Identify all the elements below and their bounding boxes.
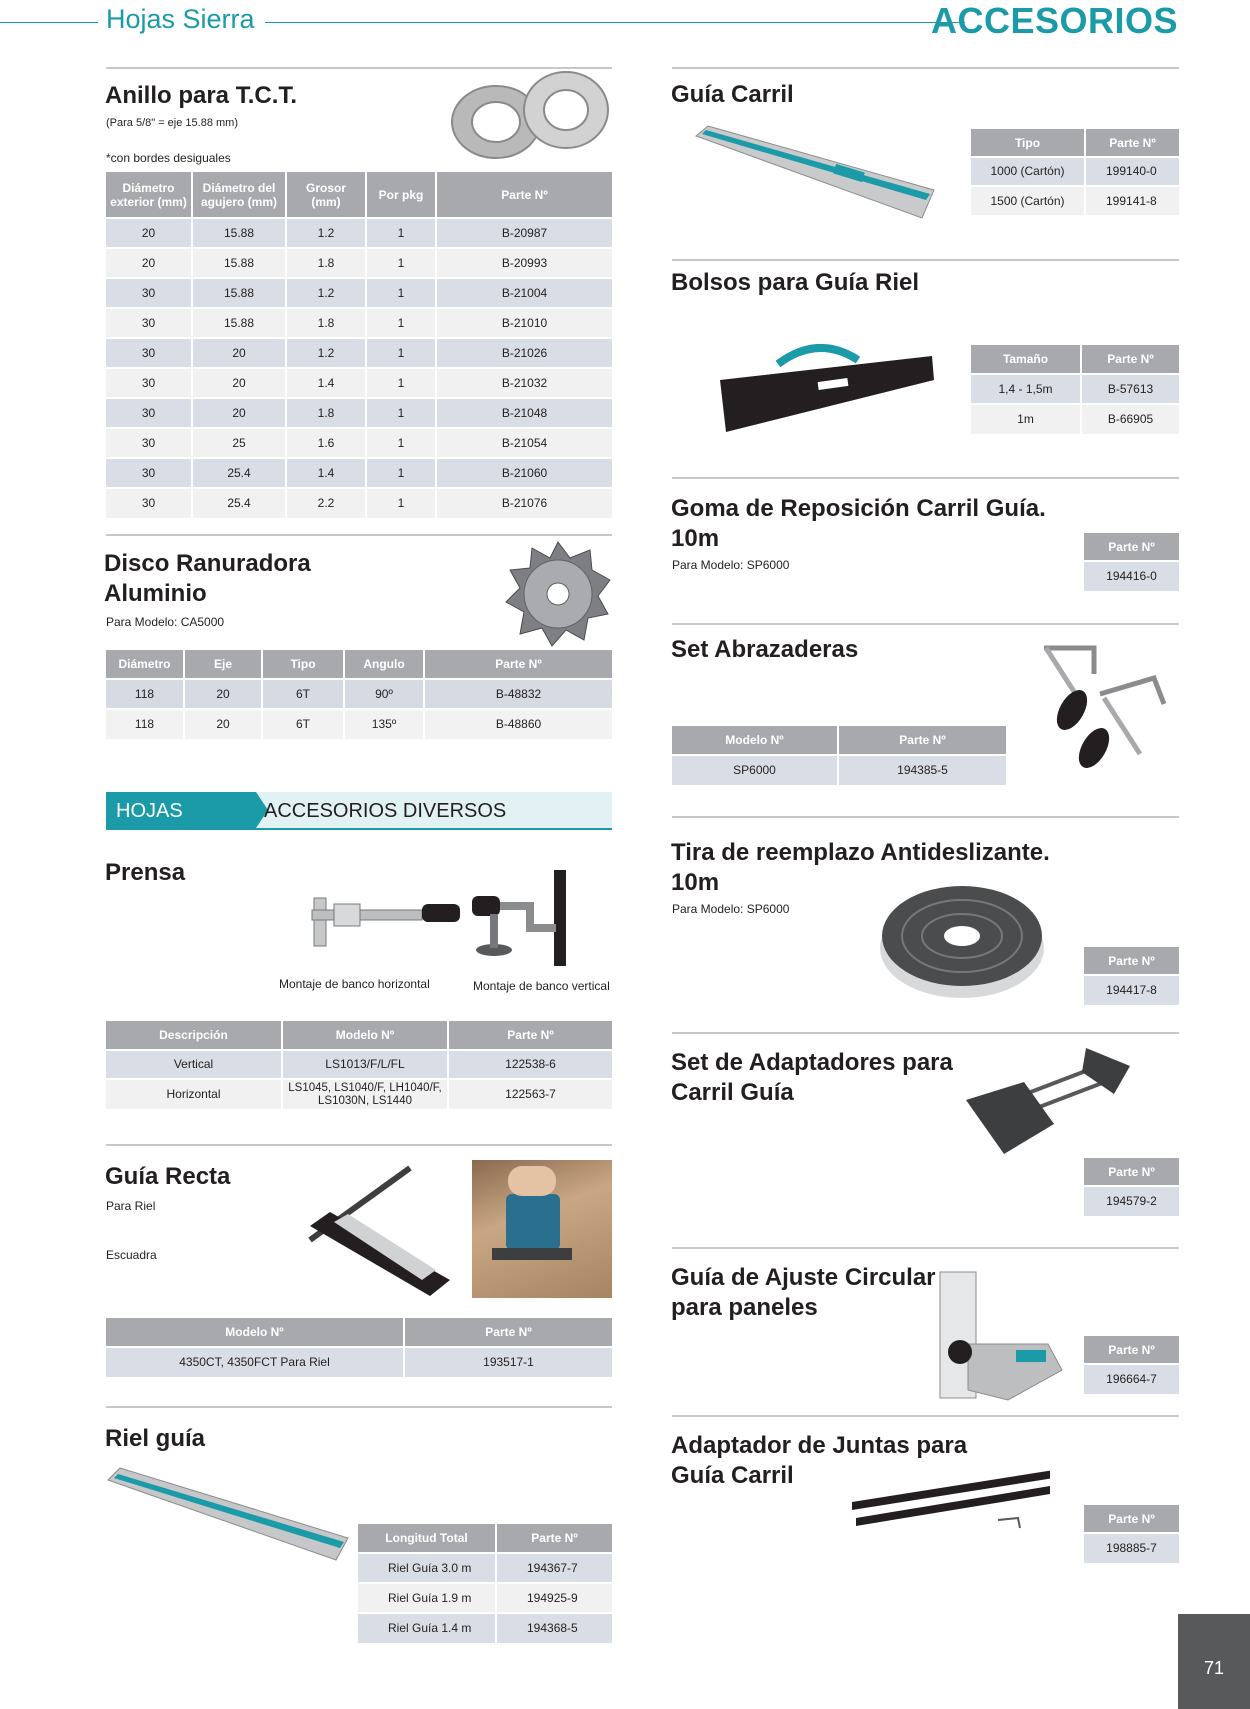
- cell: LS1013/F/L/FL: [282, 1050, 448, 1079]
- cell: 194368-5: [496, 1613, 612, 1643]
- cell: 20: [192, 368, 286, 398]
- col-header: Longitud Total: [358, 1524, 496, 1553]
- table-row: [106, 218, 612, 248]
- disco-title-line2: Aluminio: [104, 580, 207, 607]
- guia-recta-subtitle: Para Riel: [106, 1199, 156, 1213]
- cell: B-48832: [424, 679, 612, 709]
- col-header: Parte Nº: [1084, 1336, 1179, 1364]
- table-row: [1084, 561, 1179, 591]
- col-header: Grosor (mm): [286, 172, 366, 218]
- col-header: Tipo: [262, 650, 344, 679]
- cell: 199141-8: [1085, 186, 1179, 215]
- table-row: [106, 1079, 612, 1109]
- cell: 198885-7: [1084, 1533, 1179, 1563]
- cell: 194417-8: [1084, 975, 1179, 1005]
- cell: 194385-5: [838, 755, 1006, 785]
- bolsos-table: [971, 345, 1179, 434]
- cell: 1: [366, 248, 436, 278]
- cell: B-21048: [436, 398, 612, 428]
- disco-subtitle: Para Modelo: CA5000: [106, 615, 225, 629]
- adaptadores-table: [1084, 1158, 1179, 1216]
- ajuste-table: [1084, 1336, 1179, 1394]
- table-row: [106, 308, 612, 338]
- table-row: [358, 1613, 612, 1643]
- cell: 1: [366, 308, 436, 338]
- col-header: Modelo Nº: [106, 1318, 404, 1347]
- cell: 90º: [344, 679, 424, 709]
- divider: [672, 623, 1179, 625]
- anillo-note: *con bordes desiguales: [106, 151, 231, 165]
- cell: 1: [366, 338, 436, 368]
- square-guide-image: [290, 1160, 450, 1300]
- cell: 196664-7: [1084, 1364, 1179, 1394]
- table-header-row: [672, 726, 1006, 755]
- divider: [106, 1406, 612, 1408]
- disco-title-line1: Disco Ranuradora: [104, 550, 311, 577]
- cell: B-20993: [436, 248, 612, 278]
- table-row: [1084, 1533, 1179, 1563]
- table-header-row: [1084, 1505, 1179, 1533]
- divider: [672, 1032, 1179, 1034]
- table-row: [106, 398, 612, 428]
- table-row: [106, 709, 612, 739]
- anillo-table: [106, 172, 612, 518]
- adaptadores-title-line2: Carril Guía: [671, 1079, 794, 1106]
- cell: 194925-9: [496, 1583, 612, 1613]
- bolsos-title: Bolsos para Guía Riel: [671, 269, 920, 296]
- adaptadores-title-line1: Set de Adaptadores para: [671, 1049, 953, 1076]
- cell: 1000 (Cartón): [971, 157, 1085, 186]
- col-header: Parte Nº: [436, 172, 612, 218]
- circular-adjust-guide-image: [938, 1270, 1066, 1402]
- divider: [672, 1247, 1179, 1249]
- clamp-set-image: [1024, 644, 1184, 772]
- cell: 15.88: [192, 248, 286, 278]
- antislip-strip-roll-image: [878, 876, 1046, 1002]
- cell: B-21026: [436, 338, 612, 368]
- guia-carril-title: Guía Carril: [671, 81, 794, 108]
- cell: 1.4: [286, 458, 366, 488]
- table-header-row: [971, 345, 1179, 374]
- page-number: 71: [1178, 1614, 1250, 1709]
- cell: 30: [106, 398, 192, 428]
- cell: Vertical: [106, 1050, 282, 1079]
- col-header: Modelo Nº: [282, 1021, 448, 1050]
- adapter-set-image: [964, 1042, 1134, 1158]
- divider: [106, 1144, 612, 1146]
- ajuste-title-line2: para paneles: [671, 1294, 818, 1321]
- cell: 199140-0: [1085, 157, 1179, 186]
- table-header-row: [1084, 533, 1179, 561]
- table-row: [358, 1583, 612, 1613]
- col-header: Eje: [184, 650, 262, 679]
- abrazaderas-table: [672, 726, 1006, 785]
- table-row: [106, 488, 612, 518]
- tira-table: [1084, 947, 1179, 1005]
- cell: Riel Guía 3.0 m: [358, 1553, 496, 1583]
- banner-category: HOJAS SIERRA: [106, 792, 256, 828]
- cell: 20: [192, 398, 286, 428]
- cell: 20: [106, 248, 192, 278]
- col-header: Parte Nº: [838, 726, 1006, 755]
- table-row: [358, 1553, 612, 1583]
- col-header: Parte Nº: [1084, 1158, 1179, 1186]
- prensa-caption-horizontal: Montaje de banco horizontal: [279, 977, 430, 991]
- col-header: Angulo: [344, 650, 424, 679]
- cell: SP6000: [672, 755, 838, 785]
- cell: 30: [106, 278, 192, 308]
- table-row: [106, 368, 612, 398]
- goma-title-line2: 10m: [671, 525, 720, 552]
- banner-subcategory: ACCESORIOS DIVERSOS: [264, 800, 507, 822]
- guia-recta-table: [106, 1318, 612, 1377]
- guide-carril-image: [694, 124, 936, 220]
- riel-guia-table: [358, 1524, 612, 1643]
- guia-recta-note: Escuadra: [106, 1248, 157, 1262]
- col-header: Parte Nº: [448, 1021, 612, 1050]
- cell: 20: [184, 709, 262, 739]
- cell: 25.4: [192, 488, 286, 518]
- table-row: [106, 1050, 612, 1079]
- table-row: [106, 679, 612, 709]
- cell: 1: [366, 428, 436, 458]
- goma-title-line1: Goma de Reposición Carril Guía.: [671, 495, 1046, 522]
- cell: 1: [366, 458, 436, 488]
- cell: 1.8: [286, 398, 366, 428]
- cell: 194367-7: [496, 1553, 612, 1583]
- goma-subtitle: Para Modelo: SP6000: [672, 558, 790, 572]
- tira-title-line1: Tira de reemplazo Antideslizante.: [671, 839, 1050, 866]
- cell: 1.8: [286, 248, 366, 278]
- table-header-row: [106, 1021, 612, 1050]
- cell: 30: [106, 308, 192, 338]
- table-row: [106, 278, 612, 308]
- table-header-row: [1084, 1336, 1179, 1364]
- rail-bag-image: [718, 338, 936, 432]
- cell: 1.4: [286, 368, 366, 398]
- table-header-row: [106, 650, 612, 679]
- table-row: [1084, 1364, 1179, 1394]
- guide-rail-image: [104, 1466, 350, 1562]
- tira-title-line2: 10m: [671, 869, 720, 896]
- table-row: [971, 186, 1179, 215]
- col-header: Diámetro: [106, 650, 184, 679]
- cell: B-21032: [436, 368, 612, 398]
- cell: 6T: [262, 709, 344, 739]
- cell: 118: [106, 679, 184, 709]
- cell: 4350CT, 4350FCT Para Riel: [106, 1347, 404, 1377]
- col-header: Diámetro del agujero (mm): [192, 172, 286, 218]
- col-header: Descripción: [106, 1021, 282, 1050]
- table-row: [106, 338, 612, 368]
- cell: 15.88: [192, 308, 286, 338]
- cell: Riel Guía 1.9 m: [358, 1583, 496, 1613]
- guia-carril-table: [971, 129, 1179, 215]
- prensa-table: [106, 1021, 612, 1109]
- section-banner: [106, 792, 612, 860]
- cell: 30: [106, 338, 192, 368]
- table-row: [672, 755, 1006, 785]
- cell: 20: [184, 679, 262, 709]
- cell: 135º: [344, 709, 424, 739]
- col-header: Diámetro exterior (mm): [106, 172, 192, 218]
- cell: 118: [106, 709, 184, 739]
- cell: 1.6: [286, 428, 366, 458]
- cell: 15.88: [192, 218, 286, 248]
- category-title: ACCESORIOS: [930, 0, 1178, 41]
- cell: 15.88: [192, 278, 286, 308]
- cell: 1.2: [286, 278, 366, 308]
- cell: 1: [366, 488, 436, 518]
- cell: LS1045, LS1040/F, LH1040/F, LS1030N, LS1440: [282, 1079, 448, 1109]
- col-header: Por pkg: [366, 172, 436, 218]
- cell: B-21054: [436, 428, 612, 458]
- cell: 20: [192, 338, 286, 368]
- cell: 30: [106, 458, 192, 488]
- cell: 1: [366, 398, 436, 428]
- cell: B-21010: [436, 308, 612, 338]
- disco-table: [106, 650, 612, 739]
- cell: 25.4: [192, 458, 286, 488]
- washer-rings-image: [440, 66, 612, 166]
- cell: 122538-6: [448, 1050, 612, 1079]
- table-row: [106, 1347, 612, 1377]
- cell: Riel Guía 1.4 m: [358, 1613, 496, 1643]
- divider: [672, 67, 1179, 69]
- section-title: Hojas Sierra: [106, 4, 255, 34]
- table-row: [106, 458, 612, 488]
- cell: 194416-0: [1084, 561, 1179, 591]
- joint-adapter-image: [850, 1468, 1050, 1538]
- jigsaw-photo: [472, 1160, 612, 1298]
- guia-recta-title: Guía Recta: [105, 1163, 231, 1190]
- table-row: [971, 374, 1179, 404]
- table-row: [1084, 975, 1179, 1005]
- col-header: Parte Nº: [424, 650, 612, 679]
- anillo-subtitle: (Para 5/8" = eje 15.88 mm): [106, 117, 238, 129]
- cell: 20: [106, 218, 192, 248]
- cell: 30: [106, 368, 192, 398]
- cell: 1m: [971, 404, 1081, 434]
- divider: [106, 534, 612, 536]
- prensa-caption-vertical: Montaje de banco vertical: [473, 979, 610, 993]
- cell: 1500 (Cartón): [971, 186, 1085, 215]
- juntas-title-line1: Adaptador de Juntas para: [671, 1432, 968, 1459]
- table-row: [1084, 1186, 1179, 1216]
- cell: B-20987: [436, 218, 612, 248]
- grooving-disc-image: [504, 540, 612, 648]
- header-rule-left: [0, 22, 98, 23]
- col-header: Parte Nº: [1084, 1505, 1179, 1533]
- cell: 1: [366, 278, 436, 308]
- col-header: Parte Nº: [1081, 345, 1179, 374]
- table-row: [971, 404, 1179, 434]
- cell: 30: [106, 488, 192, 518]
- cell: 1: [366, 218, 436, 248]
- col-header: Parte Nº: [404, 1318, 612, 1347]
- table-header-row: [1084, 1158, 1179, 1186]
- cell: B-21076: [436, 488, 612, 518]
- goma-table: [1084, 533, 1179, 591]
- col-header: Parte Nº: [1084, 533, 1179, 561]
- riel-guia-title: Riel guía: [105, 1425, 206, 1452]
- juntas-title-line2: Guía Carril: [671, 1462, 794, 1489]
- cell: 1.2: [286, 218, 366, 248]
- cell: B-66905: [1081, 404, 1179, 434]
- cell: 1: [366, 368, 436, 398]
- anillo-title: Anillo para T.C.T.: [105, 82, 298, 109]
- cell: 194579-2: [1084, 1186, 1179, 1216]
- cell: 1.2: [286, 338, 366, 368]
- cell: 2.2: [286, 488, 366, 518]
- cell: B-21004: [436, 278, 612, 308]
- col-header: Tamaño: [971, 345, 1081, 374]
- table-row: [971, 157, 1179, 186]
- cell: B-48860: [424, 709, 612, 739]
- col-header: Parte Nº: [1085, 129, 1179, 157]
- table-header-row: [971, 129, 1179, 157]
- table-header-row: [358, 1524, 612, 1553]
- tira-subtitle: Para Modelo: SP6000: [672, 902, 790, 916]
- abrazaderas-title: Set Abrazaderas: [671, 636, 859, 663]
- juntas-table: [1084, 1505, 1179, 1563]
- table-row: [106, 428, 612, 458]
- col-header: Parte Nº: [1084, 947, 1179, 975]
- col-header: Tipo: [971, 129, 1085, 157]
- vertical-clamp-image: [470, 868, 600, 968]
- ajuste-title-line1: Guía de Ajuste Circular: [671, 1264, 936, 1291]
- cell: Horizontal: [106, 1079, 282, 1109]
- cell: 6T: [262, 679, 344, 709]
- col-header: Modelo Nº: [672, 726, 838, 755]
- cell: 122563-7: [448, 1079, 612, 1109]
- cell: 1,4 - 1,5m: [971, 374, 1081, 404]
- divider: [672, 477, 1179, 479]
- table-row: [106, 248, 612, 278]
- divider: [672, 1415, 1179, 1417]
- cell: 1.8: [286, 308, 366, 338]
- header-rule-right: [265, 22, 965, 23]
- table-header-row: [106, 172, 612, 218]
- table-header-row: [106, 1318, 612, 1347]
- col-header: Parte Nº: [496, 1524, 612, 1553]
- divider: [672, 816, 1179, 818]
- prensa-title: Prensa: [105, 859, 186, 886]
- cell: 25: [192, 428, 286, 458]
- horizontal-clamp-image: [304, 890, 460, 970]
- cell: 193517-1: [404, 1347, 612, 1377]
- divider: [672, 259, 1179, 261]
- cell: B-57613: [1081, 374, 1179, 404]
- table-header-row: [1084, 947, 1179, 975]
- cell: B-21060: [436, 458, 612, 488]
- cell: 30: [106, 428, 192, 458]
